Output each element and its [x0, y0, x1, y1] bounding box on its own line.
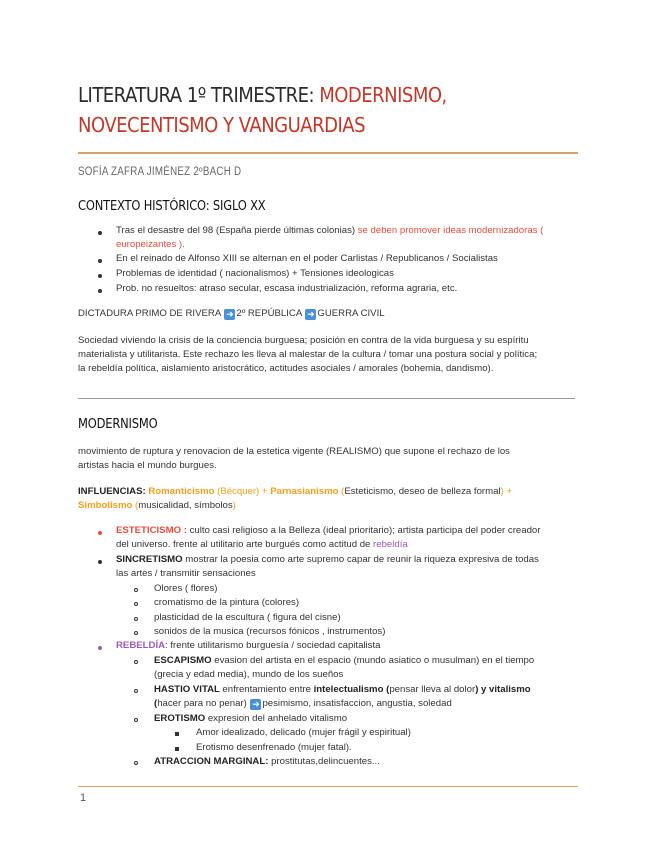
right-arrow-icon: ➜ [226, 309, 234, 319]
hastio-item: HASTIO VITAL enfrentamiento entre intelectualismo (pensar lleva al dolor) y vitalismo (hacer para no penar) ➜ pesimismo, insatisfaccion, angustia, soledad [154, 684, 531, 710]
erotismo-sub-2: Erotismo desenfrenado (mujer fatal). [196, 742, 352, 753]
sincretismo-sub-4: sonidos de la musica (recursos fónicos , instrumentos) [154, 626, 386, 637]
modernismo-heading: MODERNISMO [78, 416, 158, 432]
dictadura-line: DICTADURA PRIMO DE RIVERA ➜ 2º REPÚBLICA ➜ GUERRA CIVIL [78, 308, 385, 319]
sub-bullet [134, 617, 138, 621]
erotismo-item: EROTISMO expresion del anhelado vitalismo [154, 713, 348, 724]
contexto-bullet-1: Tras el desastre del 98 (España pierde últimas colonias) se deben promover ideas modernizadoras ( europeizantes ). [116, 225, 544, 251]
sub-bullet [134, 718, 138, 722]
contexto-paragraph: Sociedad viviendo la crisis de la conciencia burguesa; posición en contra de la vida burguesa y su espíritu materialista y utilitarista. Este rechazo les lleva al malestar de la cultura / tomar una postura social y política; la rebeldía política, aislamiento aristocrático, actitudes asociales / amorales (bohemia, dandismo). [78, 335, 538, 375]
right-arrow-icon: ➜ [252, 699, 260, 710]
sub-bullet [134, 602, 138, 606]
erotismo-sub-1: Amor idealizado, delicado (mujer frágil y espiritual) [196, 727, 411, 738]
sub-bullet [134, 588, 138, 592]
sub-bullet [134, 660, 138, 664]
title-red-part: MODERNISMO, NOVECENTISMO Y VANGUARDIAS [78, 83, 447, 137]
sincretismo-sub-2: cromatismo de la pintura (colores) [154, 597, 300, 608]
bullet-dot [98, 646, 102, 650]
contexto-bullet-3: Problemas de identidad ( nacionalismos) + Tensiones ideologicas [116, 268, 394, 279]
sincretismo-item: SINCRETISMO mostrar la poesia como arte supremo capar de reunir la riqueza expresiva de todas las artes / transmitir sensaciones [116, 554, 539, 580]
bullet-dot [98, 560, 102, 564]
right-arrow-icon: ➜ [307, 309, 315, 319]
sub-bullet [134, 689, 138, 693]
sincretismo-sub-1: Olores ( flores) [154, 583, 218, 594]
rebeldia-item: REBELDÍA: frente utilitarismo burguesía / sociedad capitalista [116, 640, 381, 651]
bullet-dot [98, 274, 102, 278]
sincretismo-sub-3: plasticidad de la escultura ( figura del cisne) [154, 612, 341, 623]
bullet-dot [98, 289, 102, 293]
bullet-dot [98, 259, 102, 263]
footer-rule [78, 786, 578, 787]
contexto-bullet-2: En el reinado de Alfonso XIII se alternan en el poder Carlistas / Republicanos / Socialistas [116, 253, 498, 264]
author-line: SOFÍA ZAFRA JIMÉNEZ 2ºBACH D [78, 166, 242, 178]
influencias-paragraph: INFLUENCIAS: Romanticismo (Bécquer) + Parnasianismo (Esteticismo, deseo de belleza formal) + Simbolismo (musicalidad, símbolos) [78, 486, 513, 512]
section-divider [78, 398, 575, 399]
document-title: LITERATURA 1º TRIMESTRE: MODERNISMO, NOVECENTISMO Y VANGUARDIAS [78, 83, 447, 137]
page-number: 1 [80, 792, 87, 804]
square-bullet [175, 732, 179, 736]
bullet-dot [98, 231, 102, 235]
atraccion-item: ATRACCION MARGINAL: prostitutas,delincuentes... [154, 756, 380, 767]
bullet-dot [98, 531, 102, 535]
modernismo-intro: movimiento de ruptura y renovacion de la estetica vigente (REALISMO) que supone el rechazo de los artistas hacia el mundo burgues. [78, 446, 510, 472]
contexto-bullet-4: Prob. no resueltos: atraso secular, escasa industrialización, reforma agraria, etc. [116, 283, 458, 294]
title-rule [78, 152, 578, 154]
escapismo-item: ESCAPISMO evasion del artista en el espacio (mundo asiatico o musulman) en el tiempo (grecia y edad media), mundo de los sueños [154, 655, 535, 681]
contexto-heading: CONTEXTO HISTÓRICO: SIGLO XX [78, 198, 266, 214]
esteticismo-item: ESTETICISMO : culto casi religioso a la Belleza (ideal prioritario); artista participa del poder creador del universo. frente al utilitario arte burgués como actitud de rebeldía [116, 525, 541, 551]
sub-bullet [134, 631, 138, 635]
square-bullet [175, 747, 179, 751]
sub-bullet [134, 761, 138, 765]
